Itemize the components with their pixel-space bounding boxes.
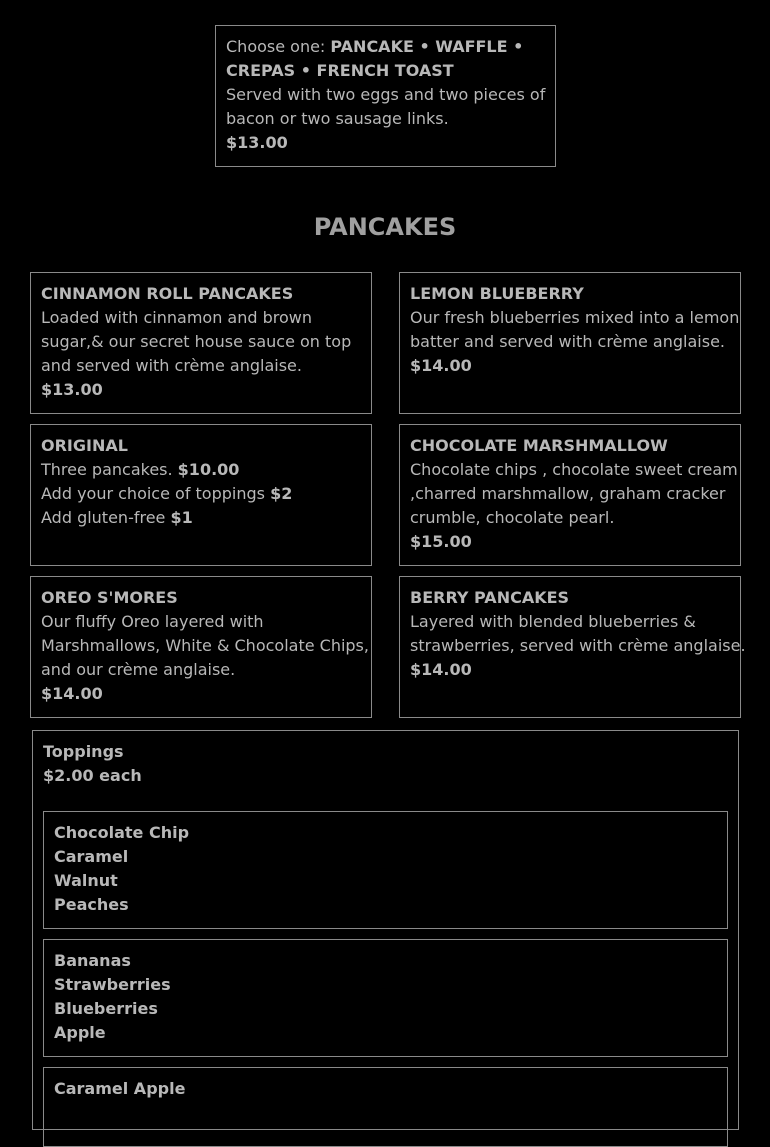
section-title: PANCAKES [313,213,457,241]
item-price: $14.00 [41,684,103,703]
item-line [41,482,361,506]
combo-choose-prefix: Choose one: [226,37,331,56]
menu-card-original [30,424,372,566]
topping-group-3 [43,1067,728,1147]
item-name: OREO S'MORES [41,588,178,607]
toppings-title: Toppings [43,742,124,761]
gluten-free-price: $1 [170,508,193,527]
topping-item: Blueberries [54,999,158,1018]
item-desc-line: Our fluffy Oreo layered with [41,612,264,631]
item-desc-line: Layered with blended blueberries & [410,612,696,631]
combo-card [215,25,556,167]
item-name: CINNAMON ROLL PANCAKES [41,284,294,303]
item-price: $13.00 [41,380,103,399]
combo-options-line2: CREPAS • FRENCH TOAST [226,61,454,80]
topping-item: Caramel [54,847,129,866]
item-desc-line: and our crème anglaise. [41,660,236,679]
item-desc-line: Chocolate chips , chocolate sweet cream [410,460,738,479]
topping-price: $2 [270,484,293,503]
combo-options-a: PANCAKE • WAFFLE • [330,37,524,56]
topping-item: Strawberries [54,975,171,994]
menu-card-chocolate [399,424,741,566]
item-line [41,506,361,530]
topping-group-2 [43,939,728,1057]
item-desc-line: Loaded with cinnamon and brown [41,308,313,327]
combo-desc-line2: bacon or two sausage links. [226,109,449,128]
topping-group-1 [43,811,728,929]
menu-card-cinnamon [30,272,372,414]
item-name: BERRY PANCAKES [410,588,570,607]
menu-card-berry [399,576,746,718]
combo-price: $13.00 [226,133,288,152]
item-line [41,458,361,482]
topping-item: Bananas [54,951,131,970]
item-desc-line: Our fresh blueberries mixed into a lemon [410,308,740,327]
item-name: CHOCOLATE MARSHMALLOW [410,436,668,455]
item-price: $15.00 [410,532,472,551]
item-desc-line: crumble, chocolate pearl. [410,508,615,527]
item-name: LEMON BLUEBERRY [410,284,584,303]
topping-item: Chocolate Chip [54,823,190,842]
item-price: $14.00 [410,660,472,679]
menu-card-lemon [399,272,741,414]
item-line-text: Add your choice of toppings [41,484,271,503]
item-desc-line: batter and served with crème anglaise. [410,332,725,351]
combo-options-line1 [226,35,545,59]
item-desc-line: sugar,& our secret house sauce on top [41,332,352,351]
topping-item: Peaches [54,895,129,914]
topping-item: Caramel Apple [54,1079,186,1098]
topping-item: Apple [54,1023,106,1042]
topping-item: Walnut [54,871,118,890]
menu-card-oreo [30,576,372,718]
item-name: ORIGINAL [41,436,128,455]
item-desc-line: and served with crème anglaise. [41,356,302,375]
item-price: $14.00 [410,356,472,375]
toppings-price: $2.00 each [43,766,142,785]
item-line-text: Three pancakes. [41,460,178,479]
item-price: $10.00 [177,460,240,479]
item-desc-line: strawberries, served with crème anglaise. [410,636,746,655]
item-desc-line: Marshmallows, White & Chocolate Chips, [41,636,369,655]
combo-desc-line1: Served with two eggs and two pieces of [226,85,546,104]
item-line-text: Add gluten-free [41,508,171,527]
item-desc-line: ,charred marshmallow, graham cracker [410,484,726,503]
